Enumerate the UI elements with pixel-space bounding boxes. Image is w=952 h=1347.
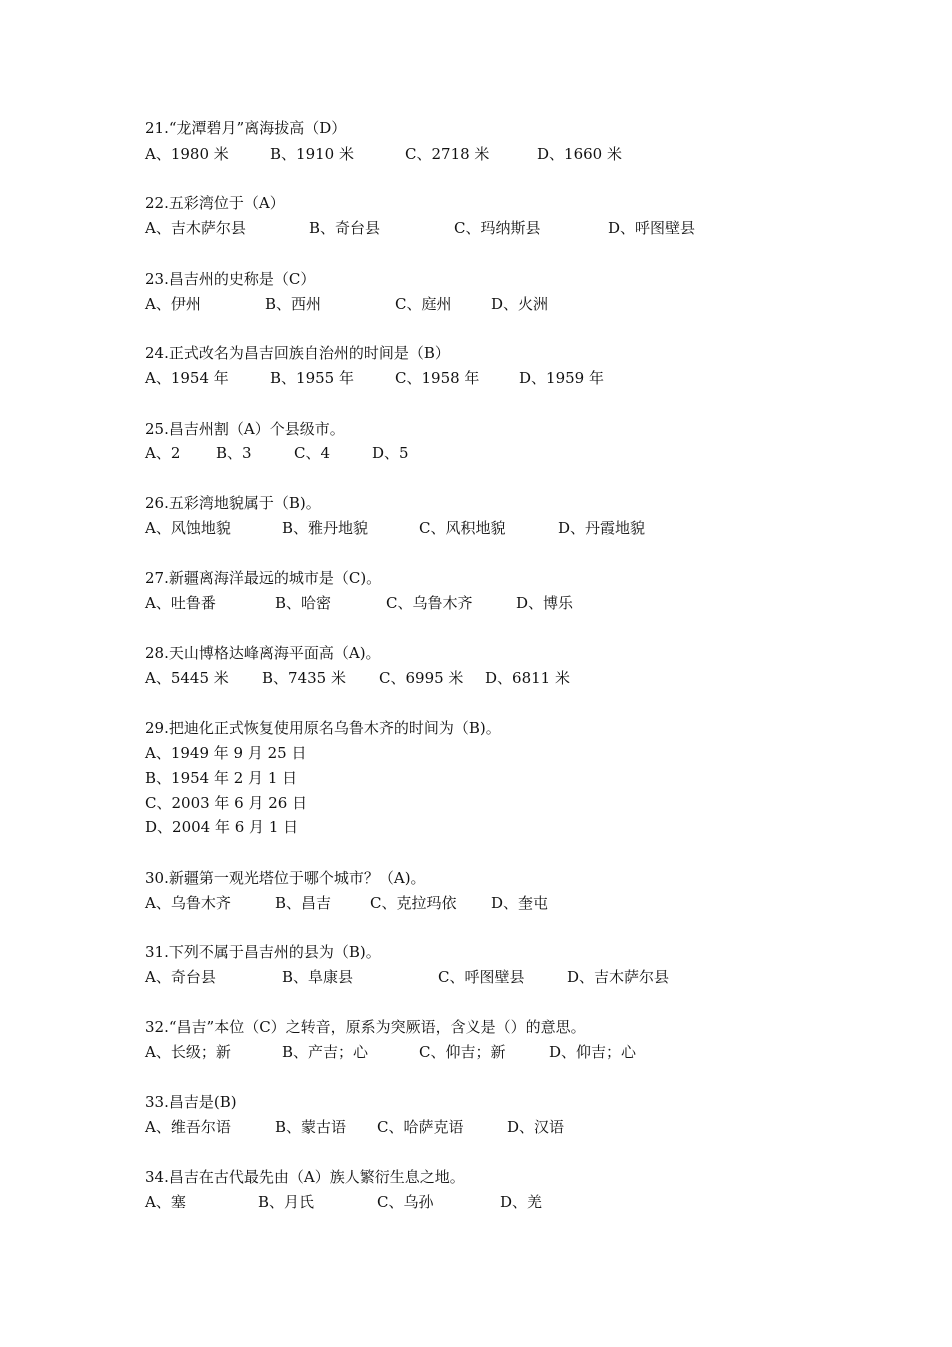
question-22-option-c: C、玛纳斯县 bbox=[454, 219, 541, 237]
question-25-option-b: B、3 bbox=[216, 444, 252, 462]
question-25: 25.昌吉州割（A）个县级市。 bbox=[145, 420, 345, 438]
question-21-option-b: B、1910 米 bbox=[270, 145, 354, 163]
question-34: 34.昌吉在古代最先由（A）族人繁衍生息之地。 bbox=[145, 1168, 465, 1186]
question-32-option-c: C、仰吉；新 bbox=[419, 1043, 506, 1061]
question-27: 27.新疆离海洋最远的城市是（C)。 bbox=[145, 569, 382, 587]
question-28-option-d: D、6811 米 bbox=[485, 669, 570, 687]
question-30-option-b: B、昌吉 bbox=[275, 894, 332, 912]
question-31-option-c: C、呼图壁县 bbox=[438, 968, 525, 986]
question-33-option-d: D、汉语 bbox=[507, 1118, 565, 1136]
question-34-option-d: D、羌 bbox=[500, 1193, 543, 1211]
question-32-option-a: A、长级；新 bbox=[145, 1043, 231, 1061]
question-30: 30.新疆第一观光塔位于哪个城市？（A)。 bbox=[145, 869, 426, 887]
question-29-option-d: D、2004 年 6 月 1 日 bbox=[145, 818, 299, 836]
question-31-option-d: D、吉木萨尔县 bbox=[567, 968, 670, 986]
question-34-option-c: C、乌孙 bbox=[377, 1193, 434, 1211]
question-31-option-b: B、阜康县 bbox=[282, 968, 354, 986]
question-33-option-c: C、哈萨克语 bbox=[377, 1118, 464, 1136]
question-33-option-a: A、维吾尔语 bbox=[145, 1118, 231, 1136]
question-30-option-d: D、奎屯 bbox=[491, 894, 549, 912]
question-33-option-b: B、蒙古语 bbox=[275, 1118, 347, 1136]
question-29: 29.把迪化正式恢复使用原名乌鲁木齐的时间为（B)。 bbox=[145, 719, 501, 737]
question-33: 33.昌吉是(B) bbox=[145, 1093, 237, 1111]
question-22-option-d: D、呼图壁县 bbox=[608, 219, 696, 237]
question-31: 31.下列不属于昌吉州的县为（B)。 bbox=[145, 943, 381, 961]
question-32-option-b: B、产吉；心 bbox=[282, 1043, 369, 1061]
question-26-option-b: B、雅丹地貌 bbox=[282, 519, 369, 537]
question-32-option-d: D、仰吉；心 bbox=[549, 1043, 637, 1061]
question-28-option-c: C、6995 米 bbox=[379, 669, 464, 687]
question-29-option-b: B、1954 年 2 月 1 日 bbox=[145, 769, 298, 787]
question-27-option-d: D、博乐 bbox=[516, 594, 574, 612]
question-26: 26.五彩湾地貌属于（B)。 bbox=[145, 494, 321, 512]
question-24-option-c: C、1958 年 bbox=[395, 369, 480, 387]
question-24: 24.正式改名为昌吉回族自治州的时间是（B） bbox=[145, 344, 450, 362]
question-27-option-a: A、吐鲁番 bbox=[145, 594, 216, 612]
question-25-option-d: D、5 bbox=[372, 444, 409, 462]
question-27-option-c: C、乌鲁木齐 bbox=[386, 594, 473, 612]
question-30-option-a: A、乌鲁木齐 bbox=[145, 894, 231, 912]
question-21-option-c: C、2718 米 bbox=[405, 145, 490, 163]
question-28-option-a: A、5445 米 bbox=[145, 669, 229, 687]
question-24-option-a: A、1954 年 bbox=[145, 369, 229, 387]
question-34-option-b: B、月氏 bbox=[258, 1193, 315, 1211]
question-29-option-c: C、2003 年 6 月 26 日 bbox=[145, 794, 308, 812]
question-23-option-a: A、伊州 bbox=[145, 295, 201, 313]
question-27-option-b: B、哈密 bbox=[275, 594, 332, 612]
question-28-option-b: B、7435 米 bbox=[262, 669, 346, 687]
question-29-option-a: A、1949 年 9 月 25 日 bbox=[145, 744, 307, 762]
question-26-option-d: D、丹霞地貌 bbox=[558, 519, 646, 537]
question-24-option-d: D、1959 年 bbox=[519, 369, 604, 387]
question-34-option-a: A、塞 bbox=[145, 1193, 186, 1211]
question-32: 32.“昌吉”本位（C）之转音，原系为突厥语，含义是（）的意思。 bbox=[145, 1018, 586, 1036]
question-23-option-d: D、火洲 bbox=[491, 295, 549, 313]
question-25-option-c: C、4 bbox=[294, 444, 331, 462]
question-23: 23.昌吉州的史称是（C） bbox=[145, 270, 316, 288]
question-23-option-c: C、庭州 bbox=[395, 295, 452, 313]
question-21-option-a: A、1980 米 bbox=[145, 145, 229, 163]
question-30-option-c: C、克拉玛依 bbox=[370, 894, 457, 912]
question-21: 21.“龙潭碧月”离海拔高（D） bbox=[145, 119, 347, 137]
question-26-option-a: A、风蚀地貌 bbox=[145, 519, 231, 537]
question-26-option-c: C、风积地貌 bbox=[419, 519, 506, 537]
question-28: 28.天山博格达峰离海平面高（A)。 bbox=[145, 644, 381, 662]
question-31-option-a: A、奇台县 bbox=[145, 968, 216, 986]
question-25-option-a: A、2 bbox=[145, 444, 181, 462]
question-22-option-b: B、奇台县 bbox=[309, 219, 381, 237]
question-24-option-b: B、1955 年 bbox=[270, 369, 354, 387]
question-22-option-a: A、吉木萨尔县 bbox=[145, 219, 246, 237]
question-21-option-d: D、1660 米 bbox=[537, 145, 622, 163]
question-23-option-b: B、西州 bbox=[265, 295, 322, 313]
question-22: 22.五彩湾位于（A） bbox=[145, 194, 285, 212]
